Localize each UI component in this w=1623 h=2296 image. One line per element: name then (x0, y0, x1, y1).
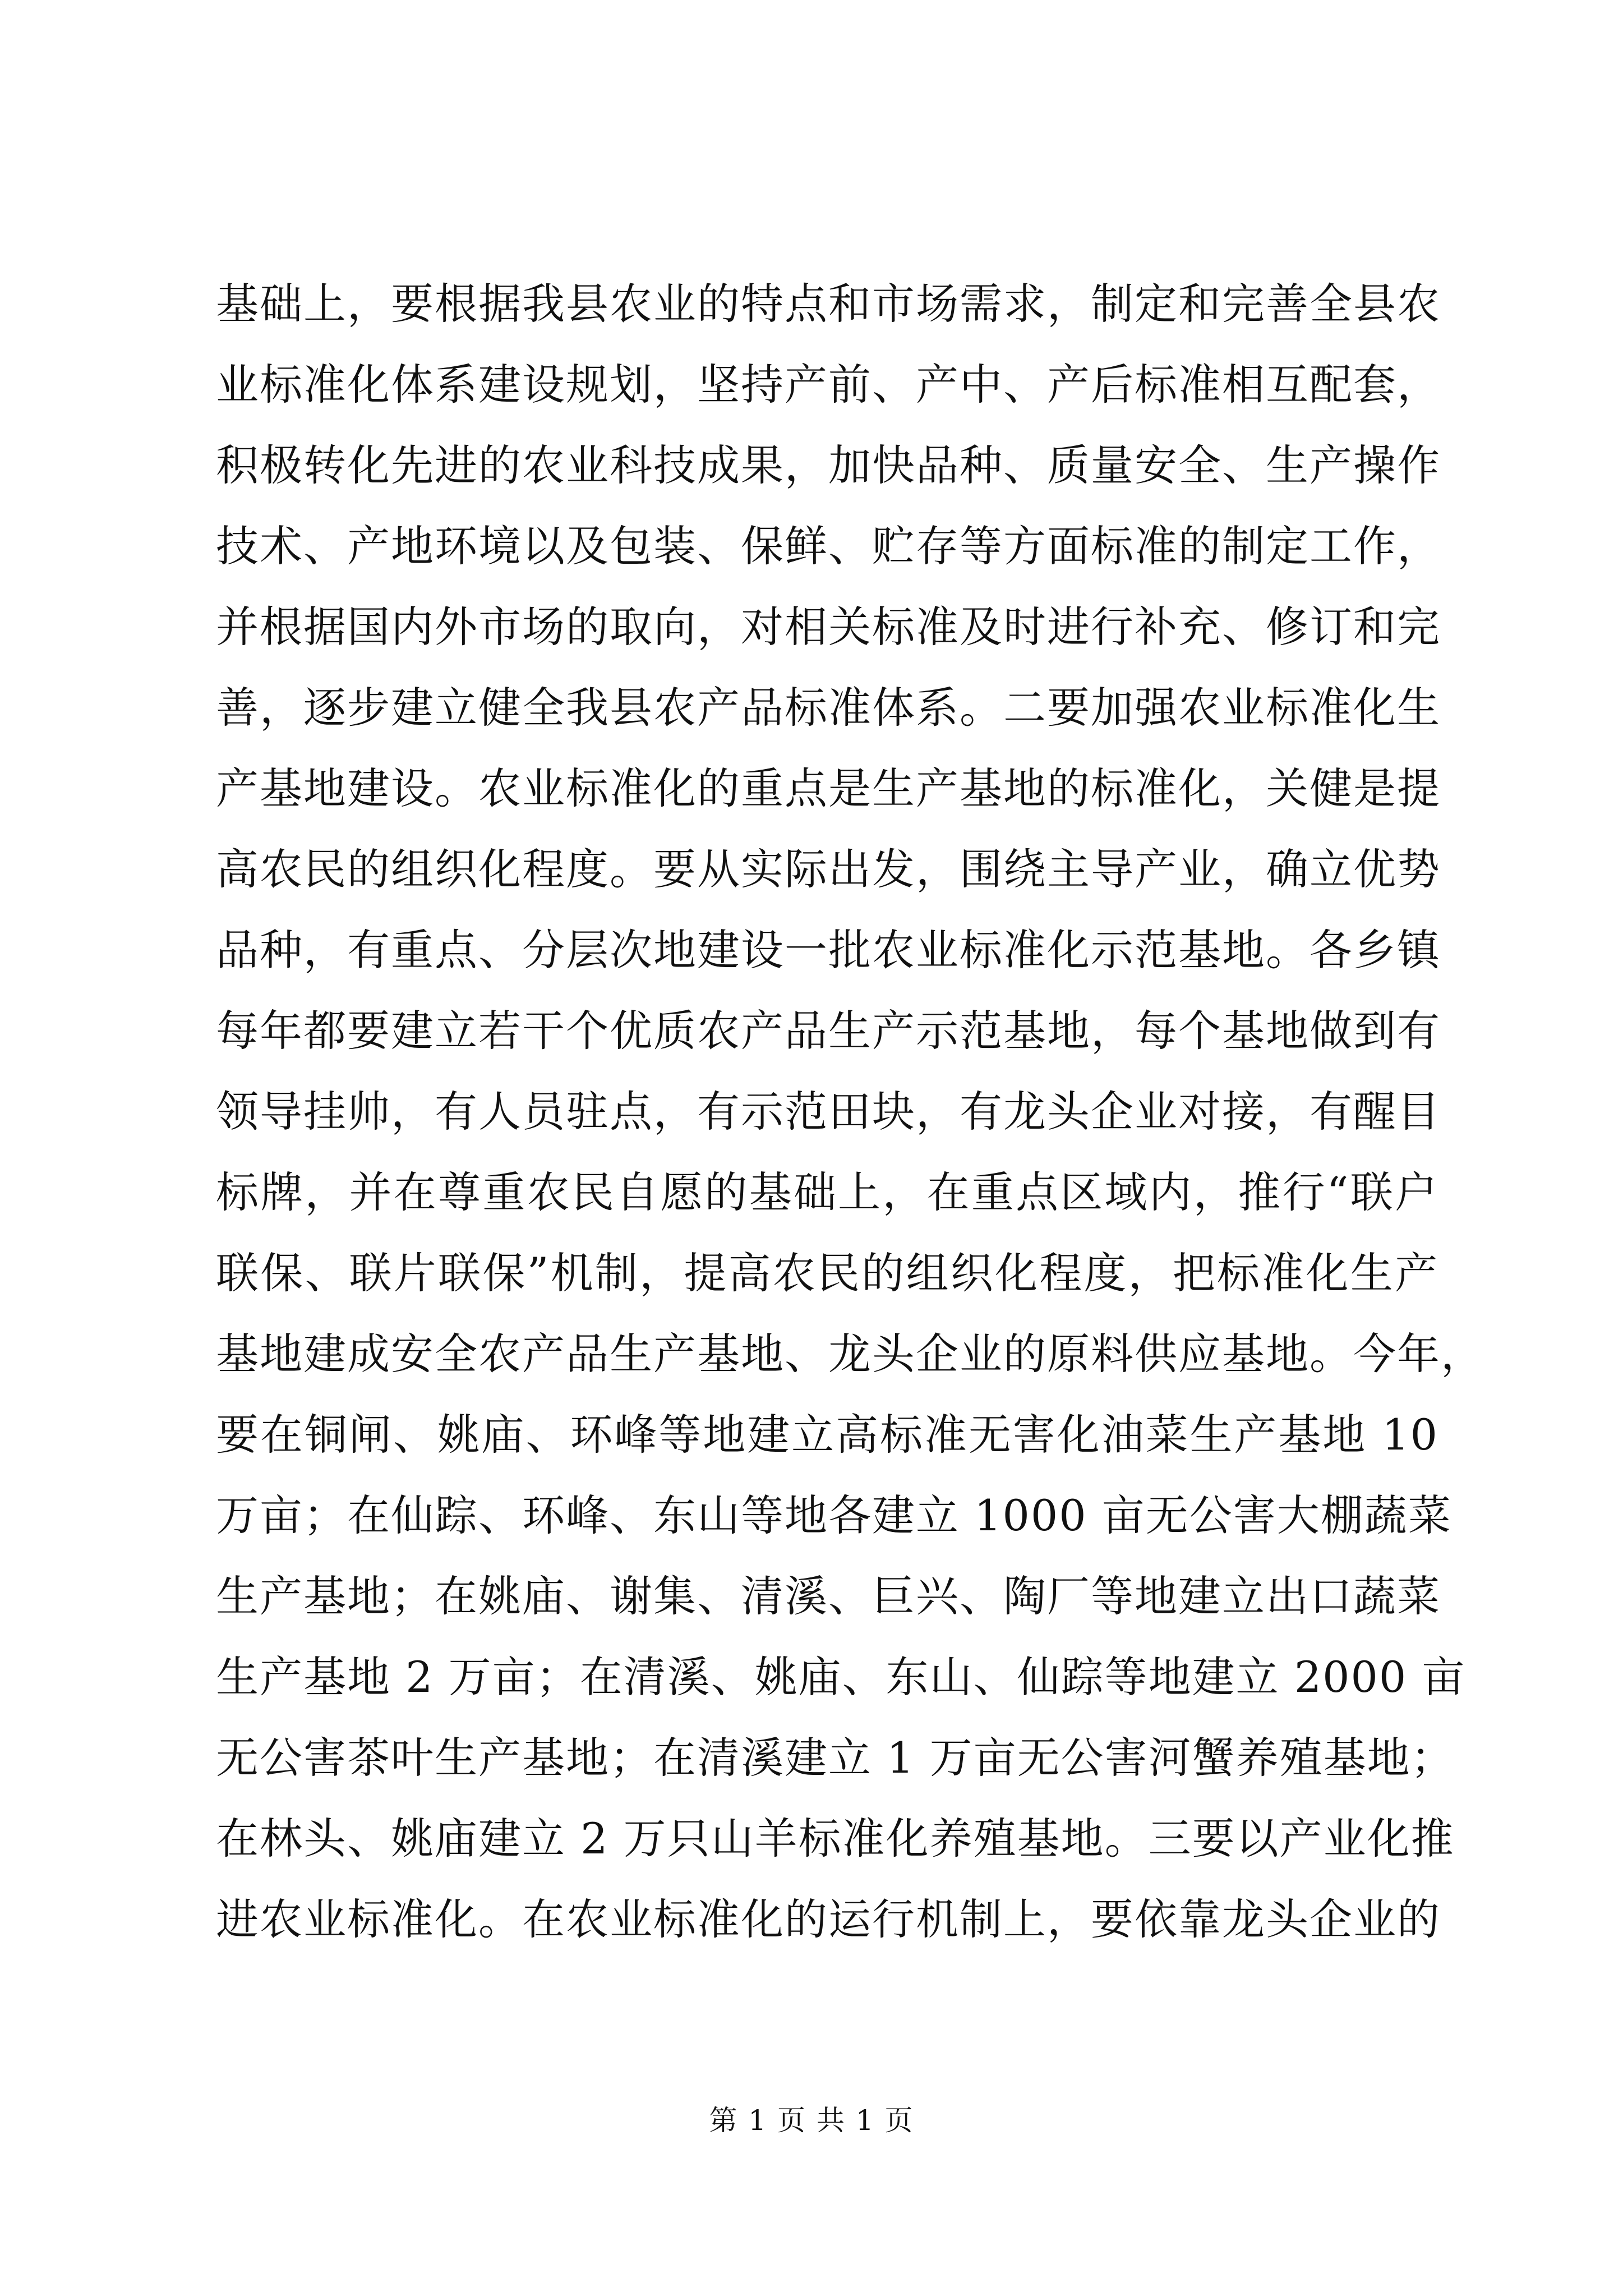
text-line-19: 无公害茶叶生产基地；在清溪建立 1 万亩无公害河蟹养殖基地； (216, 1733, 1455, 1783)
text-line-1: 基础上，要根据我县农业的特点和市场需求，制定和完善全县农 (216, 279, 1441, 329)
text-line-12: 标牌，并在尊重农民自愿的基础上，在重点区域内，推行“联户 (216, 1167, 1438, 1217)
page-number-footer: 第 1 页 共 1 页 (709, 2104, 914, 2137)
text-line-5: 并根据国内外市场的取向，对相关标准及时进行补充、修订和完 (216, 602, 1441, 652)
text-line-8: 高农民的组织化程度。要从实际出发，围绕主导产业，确立优势 (216, 844, 1441, 894)
text-line-7: 产基地建设。农业标准化的重点是生产基地的标准化，关健是提 (216, 763, 1441, 813)
text-line-11: 领导挂帅，有人员驻点，有示范田块，有龙头企业对接，有醒目 (216, 1087, 1441, 1137)
text-line-6: 善，逐步建立健全我县农产品标准体系。二要加强农业标准化生 (216, 683, 1441, 733)
text-line-20: 在林头、姚庙建立 2 万只山羊标准化养殖基地。三要以产业化推 (216, 1814, 1455, 1864)
body-paragraph (216, 264, 1484, 1960)
text-line-13: 联保、联片联保”机制，提高农民的组织化程度，把标准化生产 (216, 1248, 1438, 1298)
text-line-15: 要在铜闸、姚庙、环峰等地建立高标准无害化油菜生产基地 10 (216, 1410, 1438, 1460)
text-line-14: 基地建成安全农产品生产基地、龙头企业的原料供应基地。今年， (216, 1329, 1484, 1379)
text-line-18: 生产基地 2 万亩；在清溪、姚庙、东山、仙踪等地建立 2000 亩 (216, 1652, 1466, 1702)
text-line-3: 积极转化先进的农业科技成果，加快品种、质量安全、生产操作 (216, 440, 1441, 490)
text-line-2: 业标准化体系建设规划，坚持产前、产中、产后标准相互配套， (216, 360, 1441, 409)
text-line-21: 进农业标准化。在农业标准化的运行机制上，要依靠龙头企业的 (216, 1894, 1441, 1944)
text-line-10: 每年都要建立若干个优质农产品生产示范基地，每个基地做到有 (216, 1006, 1441, 1056)
text-line-16: 万亩；在仙踪、环峰、东山等地各建立 1000 亩无公害大棚蔬菜 (216, 1490, 1452, 1540)
text-line-17: 生产基地；在姚庙、谢集、清溪、巨兴、陶厂等地建立出口蔬菜 (216, 1571, 1441, 1621)
text-line-4: 技术、产地环境以及包装、保鲜、贮存等方面标准的制定工作， (216, 521, 1441, 571)
text-line-9: 品种，有重点、分层次地建设一批农业标准化示范基地。各乡镇 (216, 925, 1441, 975)
